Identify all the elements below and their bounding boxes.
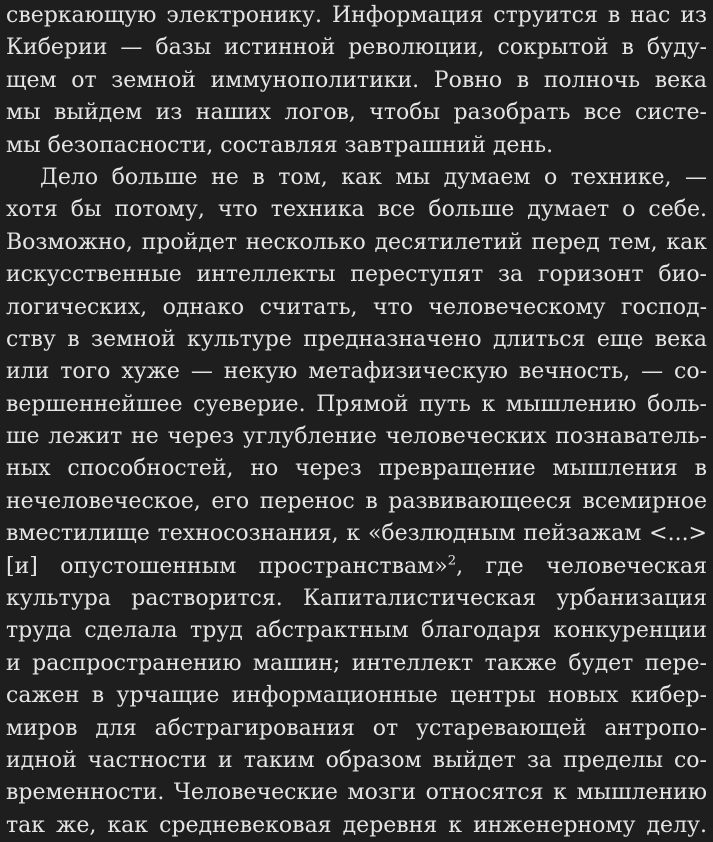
- text-line: ных способностей, но через превращение мышления в: [6, 456, 707, 482]
- text-line: мы выйдем из наших логов, чтобы разобрать все систе-: [6, 100, 707, 126]
- text-line: искусственные интеллекты переступят за горизонт био-: [6, 262, 707, 288]
- footnote-reference[interactable]: 2: [447, 553, 457, 569]
- text-line: Киберии — базы истинной революции, сокрытой в буду-: [6, 35, 707, 61]
- paragraph-1: [0, 0, 713, 162]
- text-line: вместилище техносознания, к «безлюдным пейзажам <...>: [6, 521, 707, 547]
- text-line-with-footnote: [0, 551, 713, 583]
- paragraph-2: [0, 162, 713, 842]
- text-line: культура растворится. Капиталистическая урбанизация: [6, 586, 707, 612]
- text-line: сверкающую электронику. Информация струится в нас из: [6, 3, 707, 28]
- text-line: идной частности и таким образом выйдет за пределы со-: [6, 747, 707, 773]
- text-line: нечеловеческое, его перенос в развивающееся всемирное: [6, 488, 707, 514]
- text-line: сажен в урчащие информационные центры новых кибер-: [6, 683, 707, 709]
- text-line: временности. Человеческие мозги относятся к мышлению: [6, 780, 707, 806]
- text-line: ству в земной культуре предназначено длиться еще века: [6, 326, 707, 352]
- text-line: хотя бы потому, что техника все больше думает о себе.: [6, 197, 707, 223]
- text-line: мы безопасности, составляя завтрашний день.: [6, 132, 554, 158]
- text-line: логических, однако считать, что человеческому господ-: [6, 294, 707, 320]
- text-line: Возможно, пройдет несколько десятилетий перед тем, как: [6, 229, 707, 255]
- text-segment: , где человеческая: [456, 553, 707, 579]
- text-line: так же, как средневековая деревня к инженерному делу.: [6, 812, 707, 838]
- text-line: или того хуже — некую метафизическую вечность, — со-: [6, 359, 707, 385]
- text-line: щем от земной иммунополитики. Ровно в полночь века: [6, 67, 707, 93]
- text-line: миров для абстрагирования от устаревающей антропо-: [6, 715, 707, 741]
- text-segment: [и] опустошенным пространствам»: [6, 553, 448, 579]
- text-line: Дело больше не в том, как мы думаем о технике, —: [40, 164, 707, 190]
- text-line: труда сделала труд абстрактным благодаря конкуренции: [6, 618, 707, 644]
- text-line: ше лежит не через углубление человеческих познаватель-: [6, 424, 707, 450]
- text-line: вершеннейшее суеверие. Прямой путь к мышлению боль-: [6, 391, 707, 417]
- text-line: и распространению машин; интеллект также будет пере-: [6, 650, 707, 676]
